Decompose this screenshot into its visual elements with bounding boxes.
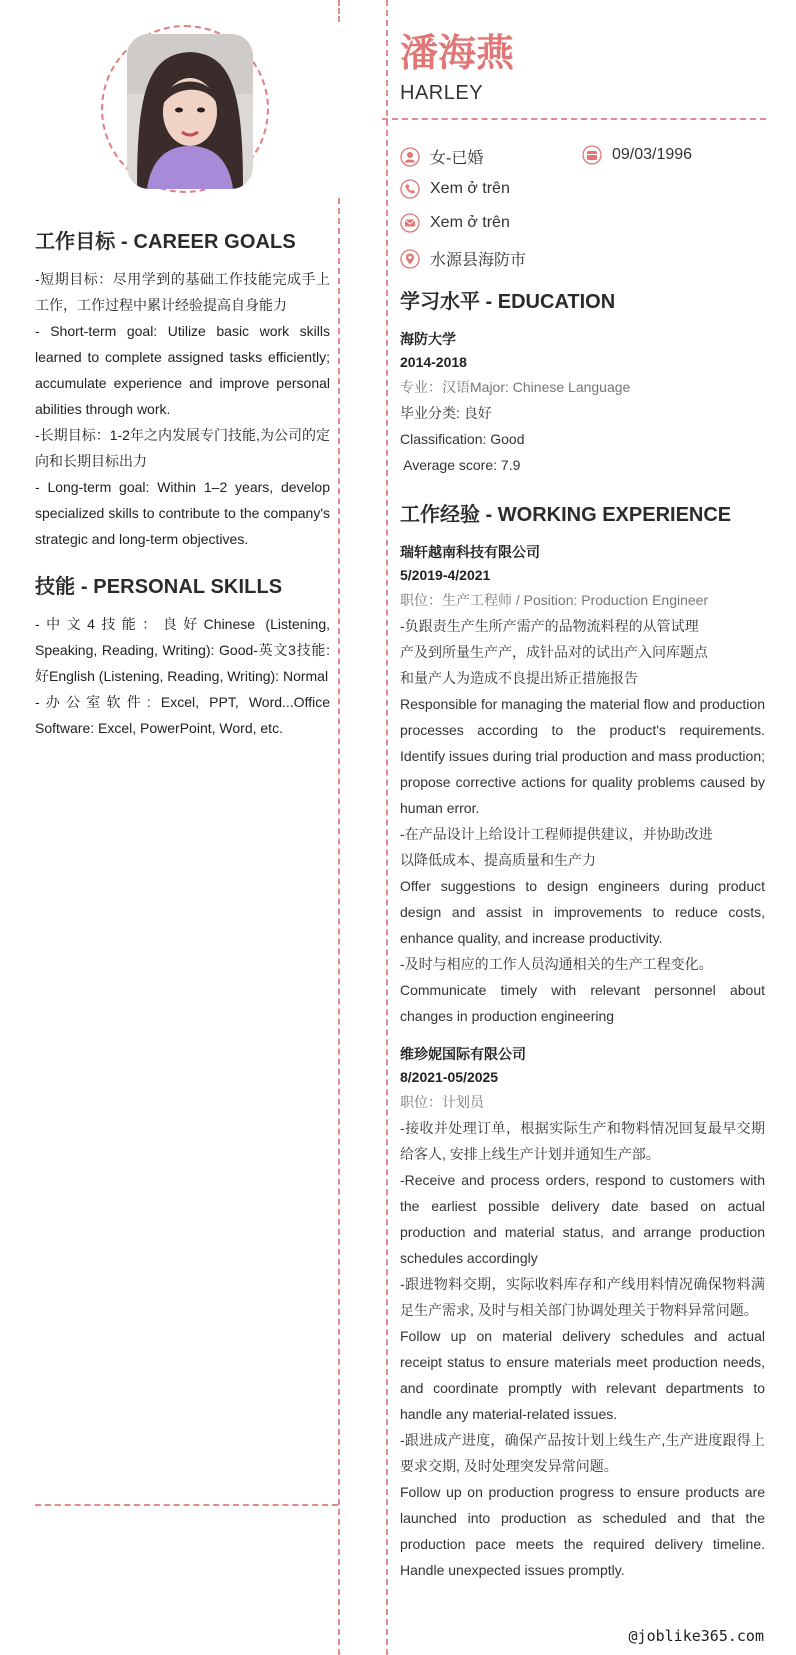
- user-icon: [400, 147, 420, 167]
- job-entry: [400, 1043, 765, 1583]
- education-major: 专业：汉语Major: Chinese Language: [400, 379, 631, 395]
- job-duty-cn: -在产品设计上给设计工程师提供建议，并协助改进: [400, 826, 713, 842]
- job-duty-cn: -及时与相应的工作人员沟通相关的生产工程变化。: [400, 956, 713, 972]
- avatar: [127, 34, 253, 189]
- job-duty-en: Responsible for managing the material flow and production processes according to the product's requirements. Identify issues during trial production and mass production; propose corrective actions for quality problems caused by human error.: [400, 696, 765, 816]
- job-duty-en: -Receive and process orders, respond to customers with the earliest possible delivery date based on actual production and material status, and arrange production schedules accordingly: [400, 1172, 765, 1266]
- divider-name-underline: [382, 118, 766, 120]
- skills-languages: -中文4技能：良好Chinese (Listening, Speaking, Reading, Writing): Good-英文3技能: 好English (Listening, Reading, Writing): Normal: [35, 616, 330, 684]
- info-email: [400, 213, 510, 233]
- job-duty-en: Communicate timely with relevant personnel about changes in production engineering: [400, 982, 765, 1024]
- candidate-english-name: HARLEY: [400, 82, 484, 104]
- email-text: Xem ở trên: [430, 214, 510, 231]
- footer-watermark: @joblike365.com: [628, 1627, 764, 1645]
- address-text: 水源县海防市: [430, 252, 527, 269]
- skills-title: 技能 - PERSONAL SKILLS: [35, 576, 283, 598]
- job-duty-cn: -负跟责生产生所产需产的品物流料程的从管试理: [400, 618, 699, 634]
- education-title: 学习水平 - EDUCATION: [400, 291, 616, 313]
- job-duty-en: Follow up on material delivery schedules and actual receipt status to ensure materials meet production needs, and coordinate promptly with relevant departments to handle any material-related issues.: [400, 1328, 765, 1422]
- divider-top-short: [338, 0, 340, 22]
- job-duty-cn: -跟进物料交期，实际收料库存和产线用料情况确保物料满足生产需求, 及时与相关部门协调处理关于物料异常问题。: [400, 1276, 765, 1318]
- info-gender: [400, 145, 483, 168]
- job-position: 职位：计划员: [400, 1094, 484, 1110]
- job-period: 5/2019-4/2021: [400, 567, 491, 583]
- divider-left-column: [338, 198, 340, 1655]
- job-period: 8/2021-05/2025: [400, 1069, 499, 1085]
- job-position: 职位：生产工程师 / Position: Production Engineer: [400, 592, 709, 608]
- calendar-icon: [582, 145, 602, 165]
- job-company: 瑞轩越南科技有限公司: [400, 544, 540, 560]
- career-long-en: - Long-term goal: Within 1–2 years, develop specialized skills to contribute to the company's strategic and long-term objectives.: [35, 479, 330, 547]
- job-duty-cn: -接收并处理订单，根据实际生产和物料情况回复最早交期给客人, 安排上线生产计划并通知生产部。: [400, 1120, 765, 1162]
- left-column: [35, 225, 330, 741]
- career-short-cn: -短期目标：尽用学到的基础工作技能完成手上工作，工作过程中累计经验提高自身能力: [35, 271, 330, 313]
- phone-icon: [400, 179, 420, 199]
- candidate-name: 潘海燕: [400, 33, 515, 75]
- job-company: 维珍妮国际有限公司: [400, 1046, 526, 1062]
- birth-date-text: 09/03/1996: [612, 146, 693, 163]
- education-period: 2014-2018: [400, 354, 467, 370]
- phone-text: Xem ở trên: [430, 180, 510, 197]
- info-birth: [582, 145, 692, 165]
- job-duty-cn: 以降低成本、提高质量和生产力: [400, 852, 596, 868]
- divider-right-column: [386, 0, 388, 1655]
- education-school: 海防大学: [400, 331, 456, 347]
- job-duty-en: Offer suggestions to design engineers during product design and assist in improvements to reduce costs, enhance quality, and increase productivity.: [400, 878, 765, 946]
- divider-left-bottom: [35, 1504, 338, 1506]
- job-duty-cn: 和量产人为造成不良提出矫正措施报告: [400, 670, 638, 686]
- experience-title: 工作经验 - WORKING EXPERIENCE: [400, 504, 732, 526]
- education-grade-en: Classification: Good: [400, 431, 525, 447]
- job-duty-en: Follow up on production progress to ensure products are launched into production as scheduled and that the production pace meets the required delivery timeline. Handle unexpected issues promptly.: [400, 1484, 765, 1578]
- career-long-cn: -长期目标：1-2年之内发展专门技能,为公司的定向和长期目标出力: [35, 427, 330, 469]
- location-icon: [400, 249, 420, 269]
- info-phone: [400, 179, 510, 199]
- info-address: [400, 247, 526, 270]
- right-column: [400, 285, 765, 1597]
- job-duty-cn: -跟进成产进度，确保产品按计划上线生产,生产进度跟得上要求交期, 及时处理突发异常问题。: [400, 1432, 765, 1474]
- career-short-en: - Short-term goal: Utilize basic work skills learned to complete assigned tasks efficiently; accumulate experience and improve personal abilities through work.: [35, 323, 330, 417]
- education-grade-cn: 毕业分类: 良好: [400, 405, 492, 421]
- education-score: Average score: 7.9: [400, 457, 521, 473]
- job-duty-cn: 产及到所量生产产，成针品对的试出产入问库题点: [400, 644, 708, 660]
- gender-marital-text: 女-已婚: [430, 150, 484, 167]
- job-entry: [400, 541, 765, 1029]
- mail-icon: [400, 213, 420, 233]
- skills-office: -办公室软件: Excel, PPT, Word...Office Software: Excel, PowerPoint, Word, etc.: [35, 694, 330, 736]
- career-goals-title: 工作目标 - CAREER GOALS: [35, 231, 296, 253]
